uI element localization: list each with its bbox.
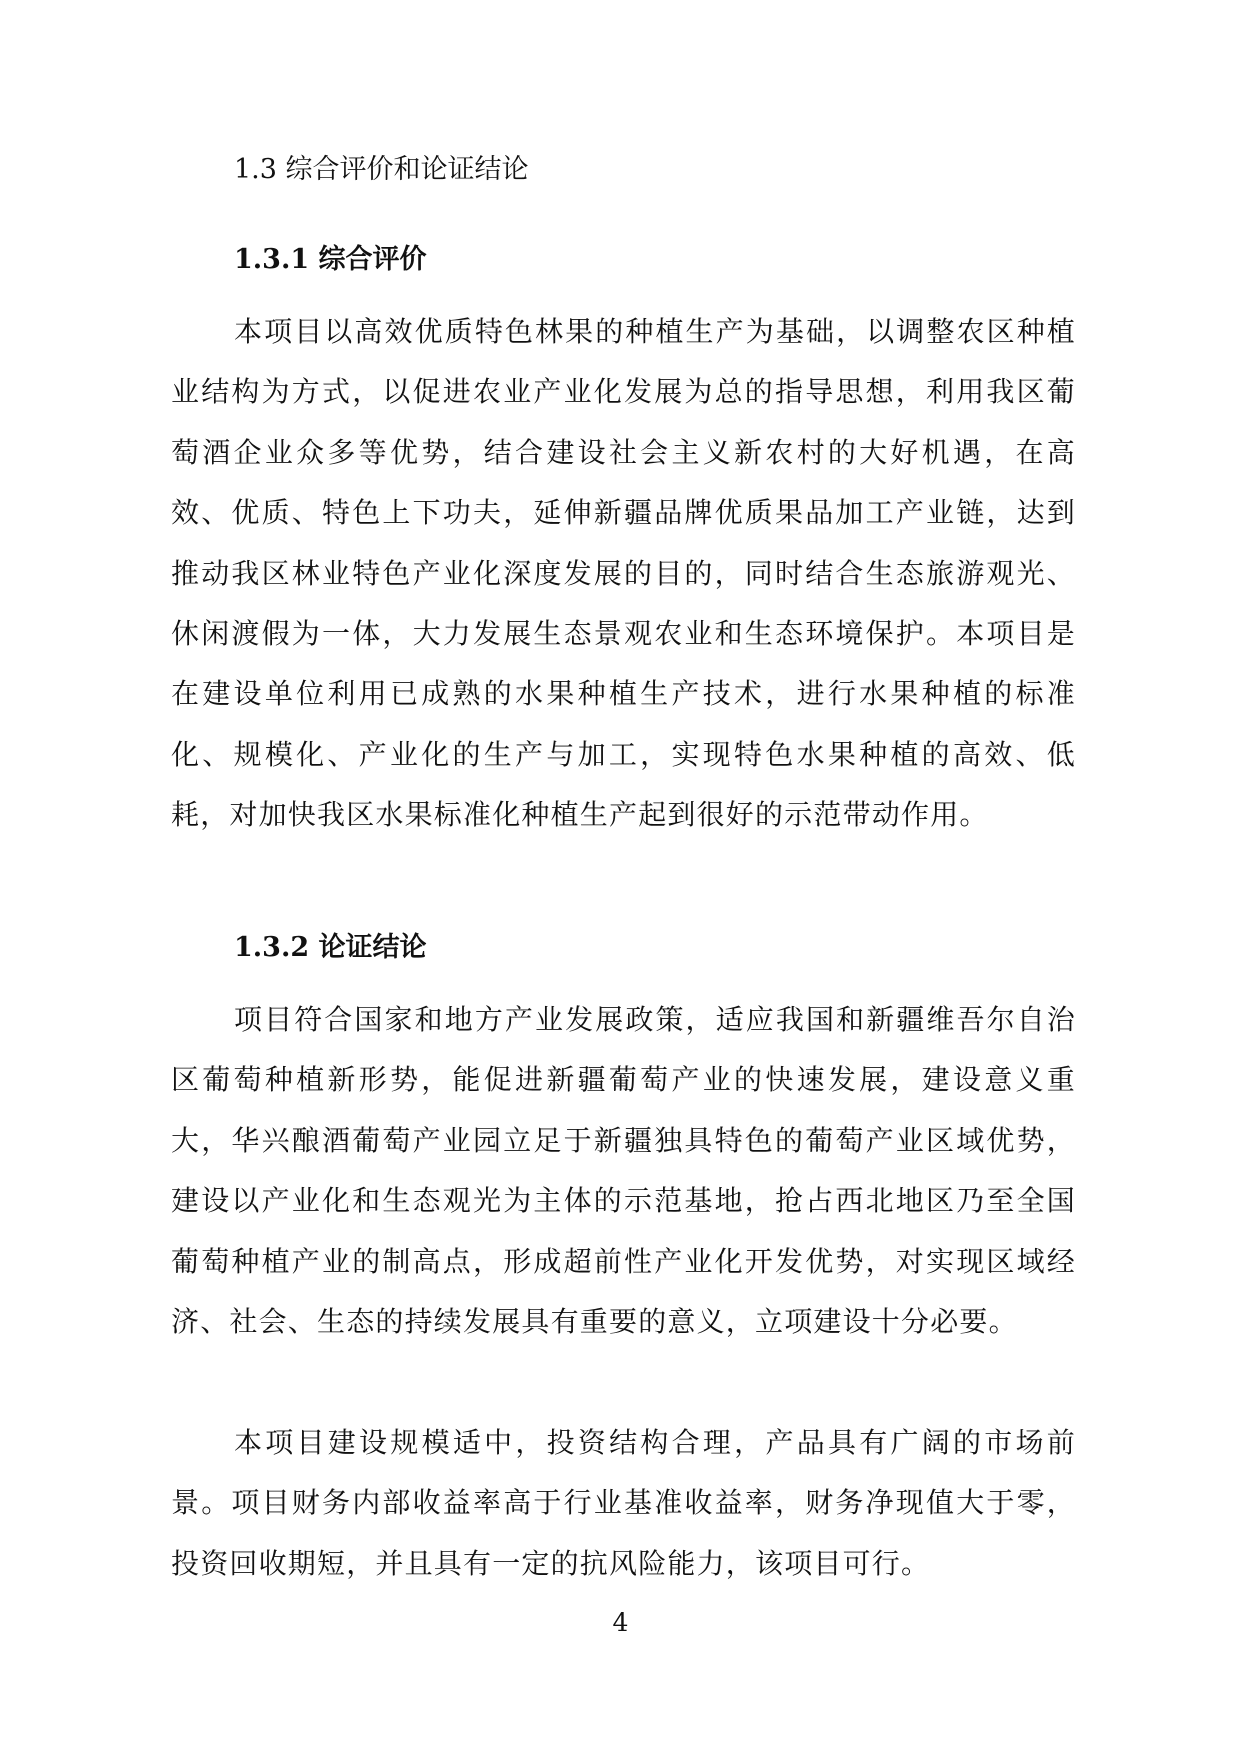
page-number: 4 xyxy=(612,1608,629,1637)
paragraph-conclusion-policy: 项目符合国家和地方产业发展政策，适应我国和新疆维吾尔自治区葡萄种植新形势，能促进新疆葡萄产业的快速发展，建设意义重大，华兴酿酒葡萄产业园立足于新疆独具特色的葡萄产业区域优势，建设以产业化和生态观光为主体的示范基地，抢占西北地区乃至全国葡萄种植产业的制高点，形成超前性产业化开发优势，对实现区域经济、社会、生态的持续发展具有重要的意义，立项建设十分必要。 xyxy=(171,1003,1076,1339)
subsection-heading-conclusion: 1.3.2 论证结论 xyxy=(234,932,427,963)
subsection-heading-comprehensive-evaluation: 1.3.1 综合评价 xyxy=(234,244,427,275)
paragraph-conclusion-feasibility: 本项目建设规模适中，投资结构合理，产品具有广阔的市场前景。项目财务内部收益率高于行业基准收益率，财务净现值大于零，投资回收期短，并且具有一定的抗风险能力，该项目可行。 xyxy=(171,1426,1076,1580)
section-heading: 1.3 综合评价和论证结论 xyxy=(234,154,529,185)
paragraph-comprehensive-evaluation: 本项目以高效优质特色林果的种植生产为基础，以调整农区种植业结构为方式，以促进农业产业化发展为总的指导思想，利用我区葡萄酒企业众多等优势，结合建设社会主义新农村的大好机遇，在高效、优质、特色上下功夫，延伸新疆品牌优质果品加工产业链，达到推动我区林业特色产业化深度发展的目的，同时结合生态旅游观光、休闲渡假为一体，大力发展生态景观农业和生态环境保护。本项目是在建设单位利用已成熟的水果种植生产技术，进行水果种植的标准化、规模化、产业化的生产与加工，实现特色水果种植的高效、低耗，对加快我区水果标准化种植生产起到很好的示范带动作用。 xyxy=(171,315,1076,832)
